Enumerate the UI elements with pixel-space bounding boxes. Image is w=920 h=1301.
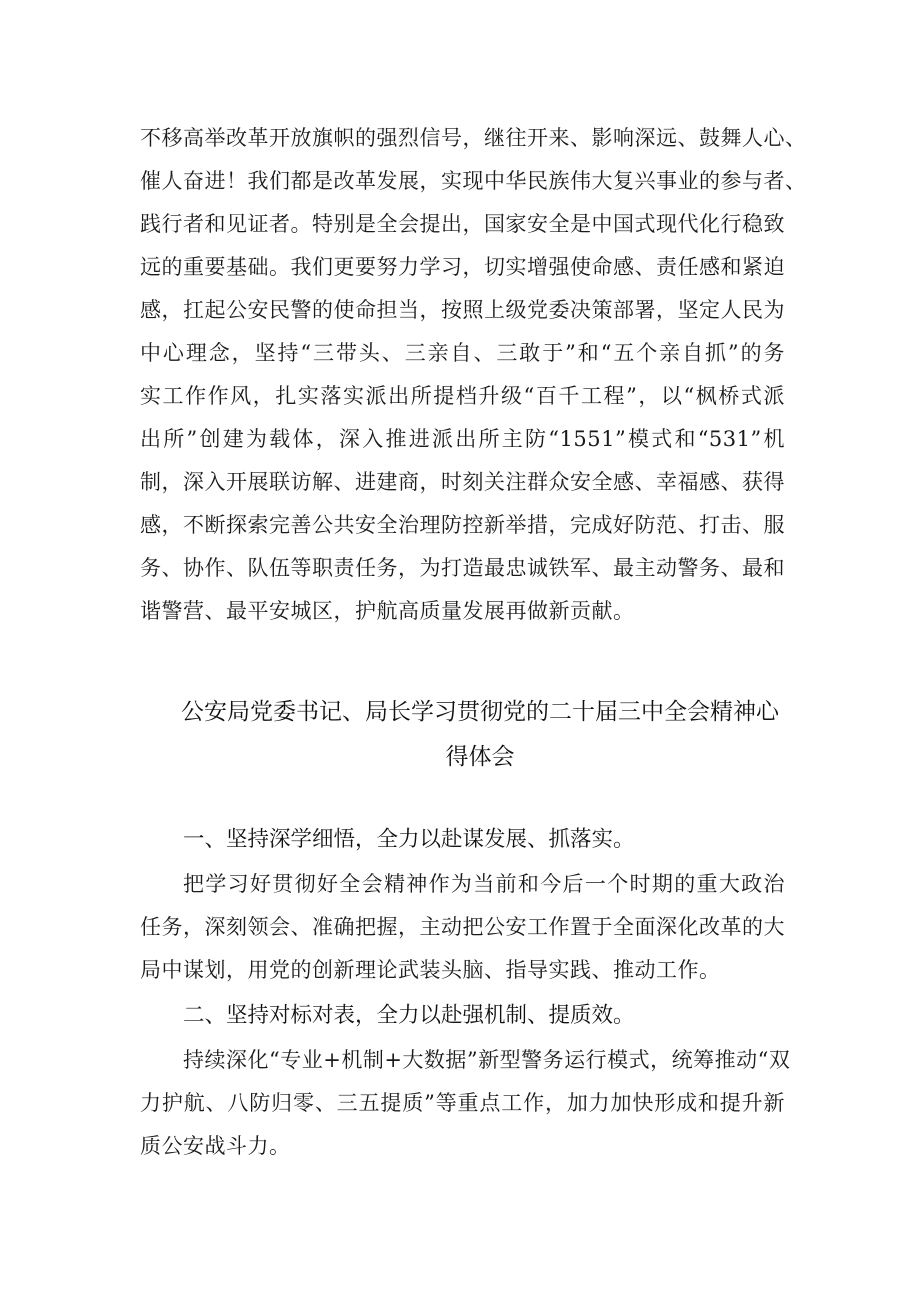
- body-text-line: 谐警营、最平安城区，护航高质量发展再做新贡献。: [140, 599, 635, 623]
- body-text-line: 感，不断探索完善公共安全治理防控新举措，完成好防范、打击、服: [140, 513, 785, 537]
- body-text-line: 务、协作、队伍等职责任务，为打造最忠诚铁军、最主动警务、最和: [140, 556, 785, 580]
- section-1-text-line: 任务，深刻领会、准确把握，主动把公安工作置于全面深化改革的大: [140, 915, 785, 939]
- body-text-line: 出所”创建为载体，深入推进派出所主防“1551”模式和“531”机: [140, 427, 786, 451]
- body-text-line: 催人奋进！我们都是改革发展，实现中华民族伟大复兴事业的参与者、: [140, 169, 807, 193]
- section-heading-2: 二、坚持对标对表，全力以赴强机制、提质效。: [183, 1003, 635, 1028]
- section-2-text-line: 持续深化“专业+机制+大数据”新型警务运行模式，统筹推动“双: [183, 1048, 791, 1072]
- body-text-line: 实工作作风，扎实落实派出所提档升级“百千工程”，以“枫桥式派: [140, 384, 785, 408]
- body-text-line: 制，深入开展联访解、进建商，时刻关注群众安全感、幸福感、获得: [140, 470, 785, 494]
- body-text-line: 远的重要基础。我们更要努力学习，切实增强使命感、责任感和紧迫: [140, 255, 785, 279]
- section-2-text-line: 力护航、八防归零、三五提质”等重点工作，加力加快形成和提升新: [140, 1091, 785, 1115]
- section-1-text-line: 局中谋划，用党的创新理论武装头脑、指导实践、推动工作。: [140, 958, 721, 982]
- section-2-text-line: 质公安战斗力。: [140, 1134, 291, 1158]
- body-text-line: 感，扛起公安民警的使命担当，按照上级党委决策部署，坚定人民为: [140, 298, 785, 322]
- body-text-line: 中心理念，坚持“三带头、三亲自、三敢于”和“五个亲自抓”的务: [140, 341, 785, 365]
- section-1-text-line: 把学习好贯彻好全会精神作为当前和今后一个时期的重大政治: [183, 872, 785, 896]
- body-text-line: 践行者和见证者。特别是全会提出，国家安全是中国式现代化行稳致: [140, 212, 785, 236]
- article-title-line-1: 公安局党委书记、局长学习贯彻党的二十届三中全会精神心: [181, 699, 779, 725]
- article-title-line-2: 得体会: [445, 744, 515, 770]
- body-text-line: 不移高举改革开放旗帜的强烈信号，继往开来、影响深远、鼓舞人心、: [140, 126, 807, 150]
- section-heading-1: 一、坚持深学细悟，全力以赴谋发展、抓落实。: [183, 827, 635, 852]
